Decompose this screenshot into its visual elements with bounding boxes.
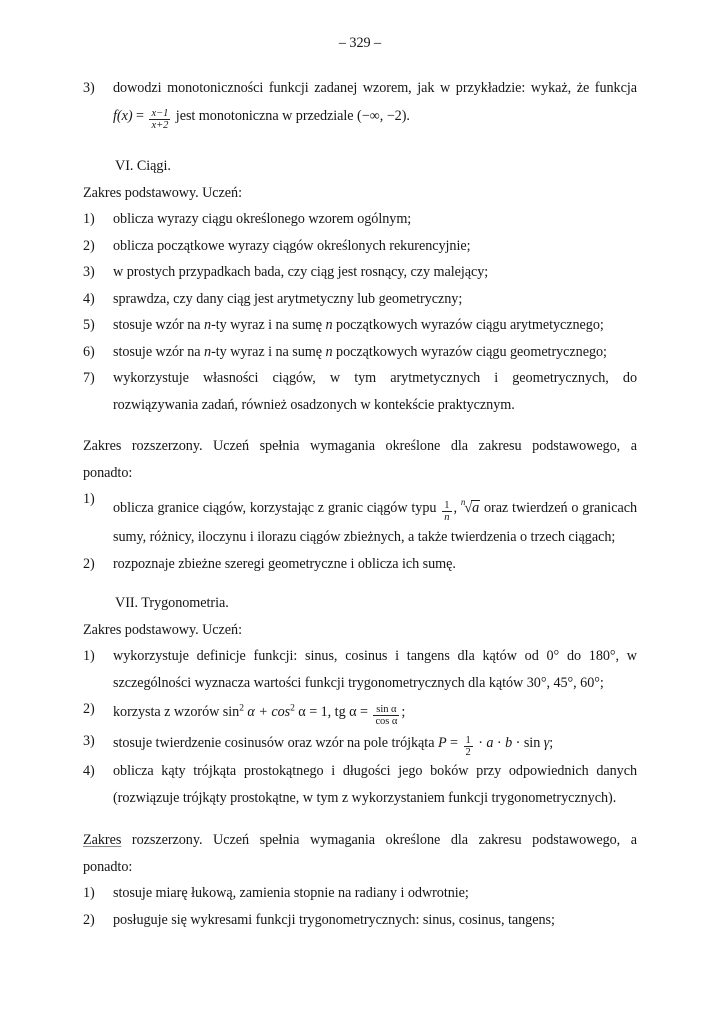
list-number: 2) [83,555,95,572]
list-item-text: sprawdza, czy dany ciąg jest arytmetyczny lub geometryczny; [113,290,463,307]
list-item-top-3 [83,75,637,132]
radical-sign: √ [464,500,473,516]
list-number: 2) [83,911,95,928]
formula-line: oblicza granice ciągów, korzystając z granic ciągów typu $\frac{1}{n}$ , $^n$√a oraz twierdzeń o granicach [113,497,637,523]
list-item-text: stosuje wzór na n-ty wyraz i na sumę n początkowych wyrazów ciągu arytmetycznego; [113,317,604,333]
formula-line: stosuje twierdzenie cosinusów oraz wzór na pole trójkąta P = $\frac{1}{2}$ · a · b · sin γ; [113,734,554,758]
list-number: 3) [83,264,95,280]
list-item [83,728,637,758]
list-item [83,758,637,811]
list-item-text: posługuje się wykresami funkcji trygonometrycznych: sinus, cosinus, tangens; [113,911,555,928]
var-P: P [437,735,447,751]
list-number: 6) [83,343,95,360]
var-a: a [486,735,494,751]
list-item [83,551,637,578]
list-item-text: wykorzystuje własności ciągów, w tym arytmetycznych i geometrycznych, do [113,370,637,386]
formula-rest: jest monotoniczna w przedziale (−∞, −2). [172,108,410,124]
list-number: 1) [83,211,95,227]
scope-label-basic-vii: Zakres podstawowy. Uczeń: [83,621,242,638]
list-item-text: oblicza początkowe wyrazy ciągów określonych rekurencyjnie; [113,237,471,254]
list-item [83,907,637,934]
list-item [83,643,637,696]
list-item-text: dowodzi monotoniczności funkcji zadanej wzorem, jak w przykładzie: wykaż, że funkcja [113,79,637,96]
scope-label-basic-vi: Zakres podstawowy. Uczeń: [83,184,242,201]
var-n: n [204,317,212,333]
var-gamma: γ [543,735,550,751]
var-n: n [325,317,333,333]
list-item-text: rozpoznaje zbieżne szeregi geometryczne i oblicza ich sumę. [113,555,456,572]
var-b: b [505,735,513,751]
list-item-text: oblicza wyrazy ciągu określonego wzorem ogólnym; [113,211,412,227]
formula-line: korzysta z wzorów $\sin^2 \alpha + \cos^2 \alpha = 1$, tg α = $\frac{\text{sin α}}{\text{cos α}}$ ; [113,703,406,727]
fraction: $\frac{1}{2}$ [465,734,471,758]
list-number: 1) [83,491,95,507]
formula-fx: f(x) [113,108,133,124]
list-item [83,233,637,260]
page-number: – 329 – [338,35,382,51]
list-number: 1) [83,885,95,901]
list-number: 4) [83,290,95,307]
formula-line [113,101,637,131]
list-item [83,312,637,339]
list-number: 5) [83,317,95,333]
fraction: $\frac{1}{n}$ [444,499,450,523]
list-item-text: stosuje wzór na n-ty wyraz i na sumę n początkowych wyrazów ciągu geometrycznego; [113,343,607,360]
list-item [83,286,637,313]
list-item-text: w prostych przypadkach bada, czy ciąg jest rosnący, czy malejący; [113,264,489,280]
section-heading-vi: VI. Ciągi. [115,158,171,174]
list-number: 2) [83,237,95,254]
section-heading-vii: VII. Trygonometria. [115,595,229,611]
list-item [83,365,637,418]
list-item-text: oblicza kąty trójkąta prostokątnego i długości jego boków przy odpowiednich danych [113,763,637,779]
list-item-text: sumy, różnicy, iloczynu i ilorazu ciągów zbieżnych, a także twierdzenia o trzech ciągach; [113,529,616,545]
list-item-text: stosuje miarę łukową, zamienia stopnie na radiany i odwrotnie; [113,885,469,901]
var-n: n [204,343,212,360]
fraction: $\frac{x-1}{x+2}$ [151,107,169,131]
scope-extended-intro-vi: Zakres rozszerzony. Uczeń spełnia wymagania określone dla zakresu podstawowego, a ponadto: [83,438,637,481]
superscript: 2 [239,703,244,714]
list-number: 3) [83,79,95,96]
list-item-text: wykorzystuje definicje funkcji: sinus, cosinus i tangens dla kątów od 0° do 180°, w [113,648,637,664]
root-index: n [460,497,466,507]
list-number: 7) [83,370,95,386]
list-item [83,339,637,366]
list-item [83,486,637,551]
var-n: n [325,343,333,360]
superscript: 2 [290,703,295,714]
underlined-word: Zakres [83,832,122,848]
list-item [83,696,637,728]
fraction: $\frac{\text{sin α}}{\text{cos α}}$ [375,703,398,727]
list-item-text: rozwiązywania zadań, również osadzonych w kontekście praktycznym. [113,396,515,413]
list-item [83,206,637,233]
root-radicand: a [472,500,480,516]
list-number: 2) [83,701,95,717]
formula-equals: = [132,108,148,124]
list-item-text: (rozwiązuje trójkąty prostokątne, w tym z wykorzystaniem funkcji trygonometrycznych). [113,789,617,806]
list-number: 3) [83,733,95,749]
list-number: 1) [83,648,95,664]
list-number: 4) [83,763,95,779]
list-item-text: szczególności wyznacza wartości funkcji trygonometrycznych dla kątów 30°, 45°, 60°; [113,674,604,691]
scope-extended-intro-vii: Zakres rozszerzony. Uczeń spełnia wymagania określone dla zakresu podstawowego, a ponadto: [83,832,637,875]
list-item [83,880,637,907]
list-item [83,259,637,286]
